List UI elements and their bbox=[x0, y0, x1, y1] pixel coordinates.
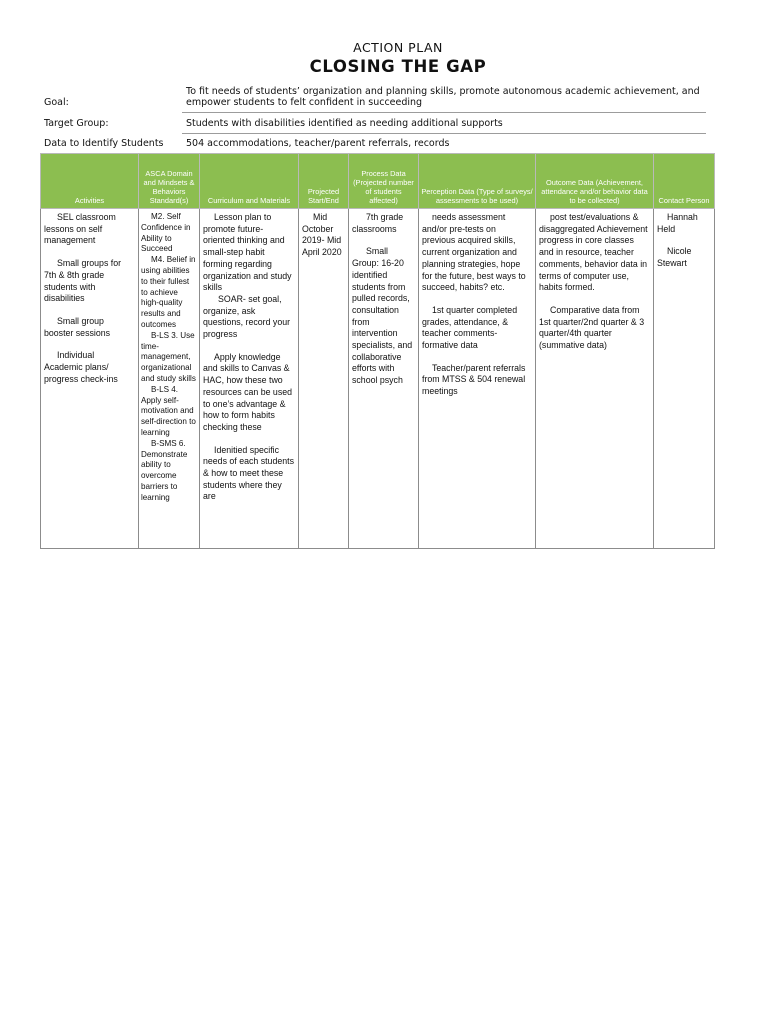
perception-item: 1st quarter completed grades, attendance, & teacher comments-formative data bbox=[422, 304, 518, 351]
table-header-row bbox=[41, 154, 715, 209]
data-identify-label: Data to Identify Students bbox=[44, 138, 164, 149]
outcome-item: Comparative data from 1st quarter/2nd quarter & 3 quarter/4th quarter (summative data) bbox=[539, 304, 645, 351]
asca-standard: B-LS 3. Use time-management, organizational and study skills bbox=[141, 330, 196, 383]
header-curriculum: Curriculum and Materials bbox=[200, 154, 299, 209]
process-item: 7th grade classrooms bbox=[352, 212, 404, 234]
activity-item: Individual Academic plans/ progress check-ins bbox=[44, 350, 118, 384]
cell-activities bbox=[41, 209, 139, 549]
divider bbox=[182, 112, 706, 113]
document-title: CLOSING THE GAP bbox=[309, 57, 487, 76]
curriculum-item: Lesson plan to promote future-oriented thinking and small-step habit forming regarding organization and study skills bbox=[203, 212, 292, 293]
activity-item: Small groups for 7th & 8th grade students with disabilities bbox=[44, 258, 124, 304]
header-asca: ASCA Domain and Mindsets & Behaviors Standard(s) bbox=[139, 154, 200, 209]
header-start-end: Projected Start/End bbox=[299, 154, 349, 209]
asca-standard: B-SMS 6. Demonstrate ability to overcome barriers to learning bbox=[141, 438, 188, 502]
goal-label: Goal: bbox=[44, 97, 69, 108]
activity-item: SEL classroom lessons on self management bbox=[44, 212, 119, 246]
goal-value: To fit needs of students’ organization and planning skills, promote autonomous academic achievement, and empower students to felt confident in succeeding bbox=[186, 86, 700, 108]
action-plan-table bbox=[40, 153, 715, 549]
process-item: Small Group: 16-20 identified students from pulled records, consultation from intervention specialists, and collaborative efforts with school psych bbox=[352, 246, 413, 386]
cell-curriculum bbox=[200, 209, 299, 549]
activity-item: Small group booster sessions bbox=[44, 315, 111, 338]
document-subtitle: ACTION PLAN bbox=[353, 40, 443, 55]
cell-outcome-data bbox=[536, 209, 654, 549]
table-row bbox=[41, 209, 715, 549]
perception-item: Teacher/parent referrals from MTSS & 504 renewal meetings bbox=[422, 362, 526, 397]
outcome-item: post test/evaluations & disaggregated Achievement progress in core classes and in resource, teacher comments, behavior data in terms of computer use, habits formed. bbox=[539, 212, 648, 293]
header-outcome-data: Outcome Data (Achievement, attendance and/or behavior data to be collected) bbox=[536, 154, 654, 209]
cell-contact-person bbox=[654, 209, 715, 549]
header-process-data: Process Data (Projected number of students affected) bbox=[349, 154, 419, 209]
target-group-value: Students with disabilities identified as needing additional supports bbox=[186, 118, 503, 129]
contact-name: Hannah Held bbox=[657, 212, 698, 234]
contact-name: Nicole Stewart bbox=[657, 246, 692, 269]
target-group-label: Target Group: bbox=[44, 118, 109, 129]
header-contact-person: Contact Person bbox=[654, 154, 715, 209]
cell-process-data bbox=[349, 209, 419, 549]
cell-start-end bbox=[299, 209, 349, 549]
cell-perception-data bbox=[419, 209, 536, 549]
divider bbox=[182, 133, 706, 134]
data-identify-value: 504 accommodations, teacher/parent referrals, records bbox=[186, 138, 450, 149]
perception-item: needs assessment and/or pre-tests on previous acquired skills, current organization and planning strategies, hope for the future, best ways to succeed, habits? etc. bbox=[422, 212, 526, 293]
header-activities: Activities bbox=[41, 154, 139, 209]
curriculum-item: SOAR- set goal, organize, ask questions, record your progress bbox=[203, 293, 291, 340]
header-perception-data: Perception Data (Type of surveys/ assessments to be used) bbox=[419, 154, 536, 209]
curriculum-item: Idenitied specific needs of each students & how to meet these students where they are bbox=[203, 444, 294, 502]
asca-standard: M4. Belief in using abilities to their fullest to achieve high-quality results and outcomes bbox=[141, 255, 196, 329]
curriculum-item: Apply knowledge and skills to Canvas & HAC, how these two resources can be used to one’s advantage & how to form habits checking these bbox=[203, 351, 292, 432]
asca-standard: B-LS 4. Apply self-motivation and self-direction to learning bbox=[141, 384, 196, 437]
start-end-value: Mid October 2019- Mid April 2020 bbox=[302, 212, 342, 258]
asca-standard: M2. Self Confidence in Ability to Succeed bbox=[141, 212, 191, 254]
cell-asca bbox=[139, 209, 200, 549]
